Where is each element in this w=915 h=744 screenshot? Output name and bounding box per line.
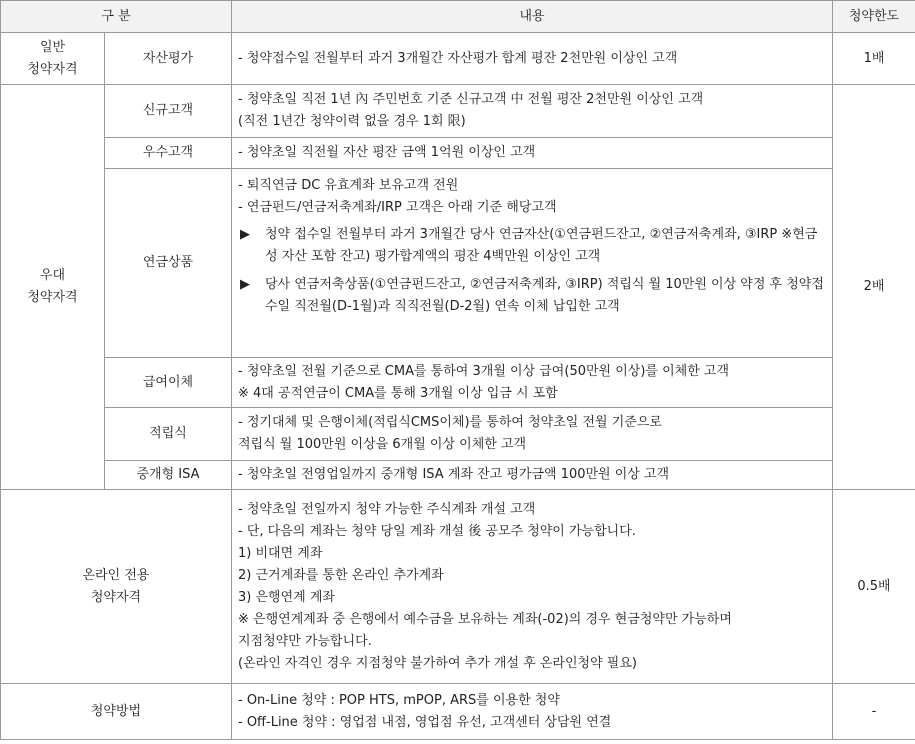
group-online — [1, 490, 232, 684]
sub-isa: 중개형 ISA — [105, 461, 232, 490]
sub-salary-transfer: 급여이체 — [105, 358, 232, 408]
content-line: - 정기대체 및 은행이체(적립식CMS이체)를 통하여 청약초일 전월 기준으로 — [238, 415, 662, 430]
content-line: ※ 4대 공적연금이 CMA를 통해 3개월 이상 입금 시 포함 — [238, 385, 558, 401]
group-label: 일반 — [39, 39, 66, 55]
table-header-row — [1, 1, 915, 33]
sub-pension-product: 연금상품 — [105, 169, 232, 358]
sub-installment: 적립식 — [105, 408, 232, 461]
group-preferred — [1, 85, 105, 490]
header-category: 구 분 — [1, 1, 232, 33]
content-line: - Off-Line 청약 : 영업점 내점, 영업점 유선, 고객센터 상담원 연결 — [238, 714, 612, 730]
header-limit: 청약한도 — [833, 1, 915, 33]
content-line: - 청약초일 전일까지 청약 가능한 주식계좌 개설 고객 — [238, 501, 536, 517]
content-isa — [232, 461, 833, 490]
content-online — [232, 490, 833, 684]
bullet-text: 청약 접수일 전월부터 과거 3개월간 당사 연금자산(①연금펀드잔고, ②연금저축계좌, ③IRP ※현금성 자산 포함 잔고) 평가합계액의 평잔 4백만원 이상인 고객 — [265, 227, 818, 264]
sub-asset-eval: 자산평가 — [105, 33, 232, 85]
content-line: - 청약초일 직전월 자산 평잔 금액 1억원 이상인 고객 — [238, 145, 536, 160]
content-line: 2) 근거계좌를 통한 온라인 추가계좌 — [238, 567, 444, 583]
table-row — [1, 408, 915, 461]
content-line: 3) 은행연계 계좌 — [238, 589, 335, 605]
content-line: - 청약초일 직전 1년 內 주민번호 기준 신규고객 中 전월 평잔 2천만원 이상인 고객 — [238, 92, 704, 107]
group-label: 청약자격 — [27, 61, 78, 77]
content-line: ※ 은행연계계좌 중 은행에서 예수금을 보유하는 계좌(-02)의 경우 현금청약만 가능하며 — [238, 611, 732, 627]
table-row — [1, 33, 915, 85]
group-general — [1, 33, 105, 85]
content-method — [232, 684, 833, 740]
bullet-text: 당사 연금저축상품(①연금펀드잔고, ②연금저축계좌, ③IRP) 적립식 월 10만원 이상 약정 후 청약접수일 직전월(D-1월)과 직직전월(D-2월) 연속 이체 납입한 고객 — [265, 277, 824, 314]
limit-online: 0.5배 — [833, 490, 915, 684]
limit-general: 1배 — [833, 33, 915, 85]
group-label: 온라인 전용 — [82, 567, 150, 583]
content-asset-eval — [232, 33, 833, 85]
sub-new-customer: 신규고객 — [105, 85, 232, 138]
content-line: - 단, 다음의 계좌는 청약 당일 계좌 개설 後 공모주 청약이 가능합니다. — [238, 523, 636, 539]
content-installment — [232, 408, 833, 461]
table-row — [1, 138, 915, 169]
header-content: 내용 — [232, 1, 833, 33]
content-line: 지점청약만 가능합니다. — [238, 633, 372, 649]
triangle-bullet-icon: ▶ — [240, 277, 250, 292]
content-pension-product — [232, 169, 833, 358]
content-vip-customer — [232, 138, 833, 169]
group-method: 청약방법 — [1, 684, 232, 740]
triangle-bullet-icon: ▶ — [240, 227, 250, 242]
table-row — [1, 490, 915, 684]
table-row — [1, 358, 915, 408]
limit-method: - — [833, 684, 915, 740]
content-line: 1) 비대면 계좌 — [238, 545, 323, 561]
pension-bullet — [238, 274, 826, 318]
content-new-customer — [232, 85, 833, 138]
content-line: - 연금펀드/연금저축계좌/IRP 고객은 아래 기준 해당고객 — [238, 200, 557, 215]
content-line: - 청약초일 전월 기준으로 CMA를 통하여 3개월 이상 급여(50만원 이상)를 이체한 고객 — [238, 363, 730, 379]
content-line: - On-Line 청약 : POP HTS, mPOP, ARS를 이용한 청약 — [238, 692, 560, 708]
content-line: 적립식 월 100만원 이상을 6개월 이상 이체한 고객 — [238, 437, 527, 452]
table-row — [1, 169, 915, 358]
sub-vip-customer: 우수고객 — [105, 138, 232, 169]
table-row — [1, 85, 915, 138]
content-line: - 청약초일 전영업일까지 중개형 ISA 계좌 잔고 평가금액 100만원 이상 고객 — [238, 467, 670, 482]
table-row — [1, 461, 915, 490]
group-label: 청약자격 — [27, 290, 78, 305]
content-line: - 청약접수일 전월부터 과거 3개월간 자산평가 합계 평잔 2천만원 이상인 고객 — [238, 50, 678, 66]
content-line: - 퇴직연금 DC 유효계좌 보유고객 전원 — [238, 178, 459, 193]
group-label: 청약자격 — [90, 589, 142, 605]
pension-bullet — [238, 224, 826, 268]
content-line: (직전 1년간 청약이력 없을 경우 1회 限) — [238, 114, 466, 129]
limit-preferred: 2배 — [833, 85, 915, 490]
content-line: (온라인 자격인 경우 지점청약 불가하여 추가 개설 후 온라인청약 필요) — [238, 655, 637, 671]
content-salary-transfer — [232, 358, 833, 408]
table-row — [1, 684, 915, 740]
group-label: 우대 — [39, 268, 66, 283]
